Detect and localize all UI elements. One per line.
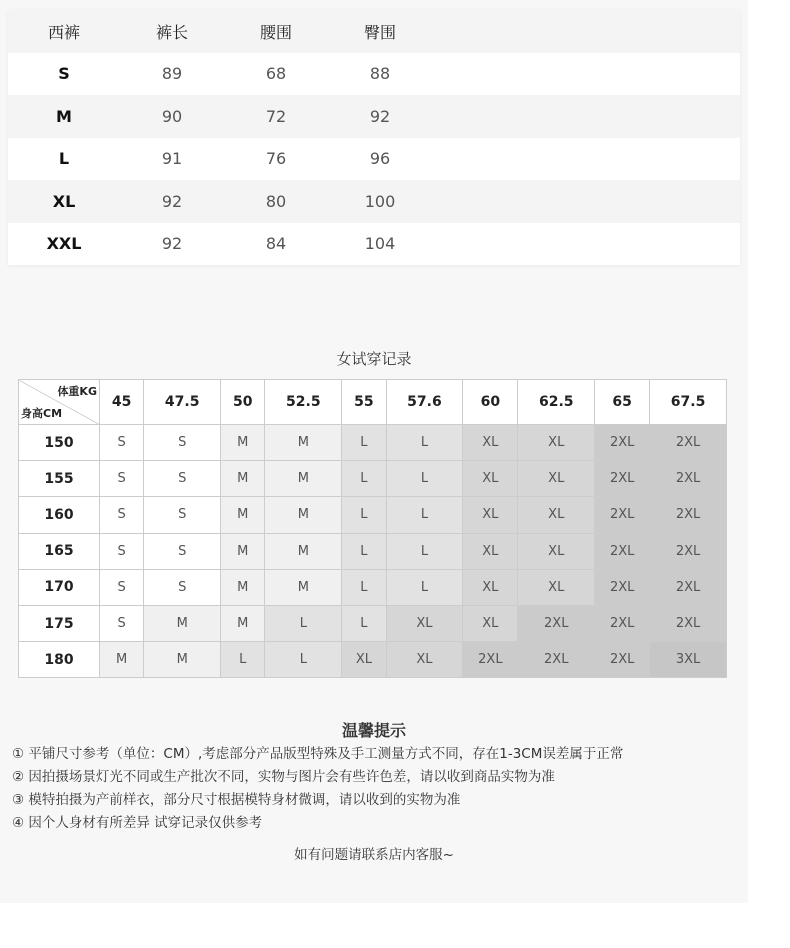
- height-header: 175: [19, 605, 100, 641]
- size-cell: L: [342, 461, 386, 497]
- weight-header: 55: [342, 380, 386, 425]
- measurement-cell: 91: [120, 138, 224, 181]
- size-cell: XL: [386, 642, 463, 678]
- tip-item: ④ 因个人身材有所差异 试穿记录仅供参考: [12, 815, 263, 831]
- table-row: [19, 461, 727, 497]
- size-cell: M: [265, 461, 342, 497]
- size-cell: S: [144, 533, 221, 569]
- height-header: 170: [19, 569, 100, 605]
- height-header: 150: [19, 425, 100, 461]
- contact-note: 如有问题请联系店内客服~: [294, 847, 454, 863]
- tips-title: 温馨提示: [341, 721, 406, 740]
- size-cell: XL: [518, 533, 595, 569]
- measurement-cell: 88: [328, 53, 432, 96]
- size-cell: 2XL: [595, 497, 650, 533]
- column-header: 腰围: [224, 10, 328, 53]
- table-row: [8, 53, 740, 96]
- size-cell: L: [265, 642, 342, 678]
- size-cell: L: [342, 605, 386, 641]
- weight-header: 52.5: [265, 380, 342, 425]
- size-cell: M: [265, 569, 342, 605]
- size-cell: L: [342, 533, 386, 569]
- size-cell: M: [221, 425, 265, 461]
- size-cell: 2XL: [650, 425, 727, 461]
- size-cell: XL: [518, 425, 595, 461]
- size-cell: 2XL: [650, 605, 727, 641]
- weight-header: 45: [100, 380, 144, 425]
- weight-header: 57.6: [386, 380, 463, 425]
- size-cell: L: [386, 461, 463, 497]
- tip-item: ② 因拍摄场景灯光不同或生产批次不同，实物与图片会有些许色差，请以收到商品实物为准: [12, 769, 555, 785]
- measurement-cell: 84: [224, 223, 328, 266]
- measurement-cell: 80: [224, 180, 328, 223]
- size-cell: M: [221, 497, 265, 533]
- measurement-cell: 100: [328, 180, 432, 223]
- table-row: [8, 180, 740, 223]
- size-cell: 2XL: [595, 461, 650, 497]
- table-row: [19, 533, 727, 569]
- measurement-cell: 90: [120, 95, 224, 138]
- height-header: 160: [19, 497, 100, 533]
- size-cell: M: [265, 425, 342, 461]
- height-header: 180: [19, 642, 100, 678]
- table-header-row: [8, 10, 740, 53]
- size-chart-table: [8, 10, 740, 265]
- size-cell: M: [100, 642, 144, 678]
- measurement-cell: 89: [120, 53, 224, 96]
- weight-axis-label: 体重KG: [57, 385, 97, 398]
- size-cell: S: [144, 497, 221, 533]
- tip-item: ① 平铺尺寸参考（单位：CM）,考虑部分产品版型特殊及手工测量方式不同，存在1-3CM误差属于正常: [12, 746, 624, 762]
- size-cell: S: [100, 497, 144, 533]
- weight-header: 47.5: [144, 380, 221, 425]
- weight-header: 62.5: [518, 380, 595, 425]
- spacer-cell: [432, 223, 740, 266]
- size-cell: S: [144, 461, 221, 497]
- corner-header: [19, 380, 100, 425]
- size-cell: S: [100, 569, 144, 605]
- size-cell: M: [221, 605, 265, 641]
- size-cell: M: [265, 497, 342, 533]
- size-cell: S: [100, 461, 144, 497]
- size-cell: 2XL: [595, 642, 650, 678]
- size-cell: L: [342, 425, 386, 461]
- height-header: 165: [19, 533, 100, 569]
- size-cell: S: [100, 533, 144, 569]
- size-cell: M: [144, 605, 221, 641]
- size-label: L: [8, 138, 120, 181]
- table-header-row: [19, 380, 727, 425]
- measurement-cell: 76: [224, 138, 328, 181]
- size-label: XXL: [8, 223, 120, 266]
- measurement-cell: 96: [328, 138, 432, 181]
- size-cell: L: [386, 497, 463, 533]
- measurement-cell: 92: [328, 95, 432, 138]
- spacer-cell: [432, 53, 740, 96]
- size-cell: 2XL: [463, 642, 518, 678]
- table-row: [8, 223, 740, 266]
- size-cell: XL: [463, 605, 518, 641]
- spacer-cell: [432, 180, 740, 223]
- spacer-cell: [432, 95, 740, 138]
- column-header: 裤长: [120, 10, 224, 53]
- table-row: [8, 138, 740, 181]
- height-axis-label: 身高CM: [21, 407, 63, 420]
- table-row: [19, 425, 727, 461]
- size-cell: L: [386, 569, 463, 605]
- size-cell: 2XL: [518, 642, 595, 678]
- size-cell: S: [144, 425, 221, 461]
- measurement-cell: 72: [224, 95, 328, 138]
- size-cell: L: [386, 533, 463, 569]
- measurement-cell: 92: [120, 180, 224, 223]
- table-row: [19, 642, 727, 678]
- size-cell: XL: [463, 533, 518, 569]
- weight-header: 67.5: [650, 380, 727, 425]
- size-cell: 2XL: [650, 569, 727, 605]
- size-cell: XL: [518, 497, 595, 533]
- size-cell: M: [265, 533, 342, 569]
- size-cell: XL: [463, 497, 518, 533]
- measurement-cell: 68: [224, 53, 328, 96]
- size-cell: 2XL: [650, 533, 727, 569]
- size-cell: L: [342, 497, 386, 533]
- size-cell: S: [100, 425, 144, 461]
- column-header: 西裤: [8, 10, 120, 53]
- size-cell: XL: [386, 605, 463, 641]
- size-cell: L: [221, 642, 265, 678]
- size-cell: M: [221, 569, 265, 605]
- size-cell: S: [100, 605, 144, 641]
- size-cell: XL: [342, 642, 386, 678]
- size-cell: L: [265, 605, 342, 641]
- table-row: [19, 605, 727, 641]
- column-header: 臀围: [328, 10, 432, 53]
- size-cell: 2XL: [650, 497, 727, 533]
- fit-record-table: [18, 379, 727, 678]
- size-cell: L: [342, 569, 386, 605]
- tips-list: [12, 743, 623, 835]
- size-cell: M: [221, 461, 265, 497]
- size-label: M: [8, 95, 120, 138]
- size-cell: M: [221, 533, 265, 569]
- size-cell: XL: [463, 569, 518, 605]
- size-cell: 2XL: [595, 605, 650, 641]
- height-header: 155: [19, 461, 100, 497]
- table-row: [19, 497, 727, 533]
- spacer-cell: [432, 138, 740, 181]
- fit-record-title: 女试穿记录: [336, 350, 412, 368]
- size-cell: 2XL: [650, 461, 727, 497]
- size-label: S: [8, 53, 120, 96]
- size-cell: 2XL: [595, 569, 650, 605]
- size-cell: XL: [463, 461, 518, 497]
- table-row: [8, 95, 740, 138]
- measurement-cell: 92: [120, 223, 224, 266]
- measurement-cell: 104: [328, 223, 432, 266]
- table-row: [19, 569, 727, 605]
- size-cell: XL: [463, 425, 518, 461]
- size-cell: L: [386, 425, 463, 461]
- weight-header: 65: [595, 380, 650, 425]
- weight-header: 50: [221, 380, 265, 425]
- size-cell: XL: [518, 569, 595, 605]
- size-label: XL: [8, 180, 120, 223]
- size-cell: 2XL: [518, 605, 595, 641]
- spacer-cell: [432, 10, 740, 53]
- size-cell: XL: [518, 461, 595, 497]
- size-cell: S: [144, 569, 221, 605]
- size-cell: 2XL: [595, 425, 650, 461]
- size-cell: 3XL: [650, 642, 727, 678]
- tip-item: ③ 模特拍摄为产前样衣，部分尺寸根据模特身材微调，请以收到的实物为准: [12, 792, 461, 808]
- weight-header: 60: [463, 380, 518, 425]
- size-cell: M: [144, 642, 221, 678]
- size-cell: 2XL: [595, 533, 650, 569]
